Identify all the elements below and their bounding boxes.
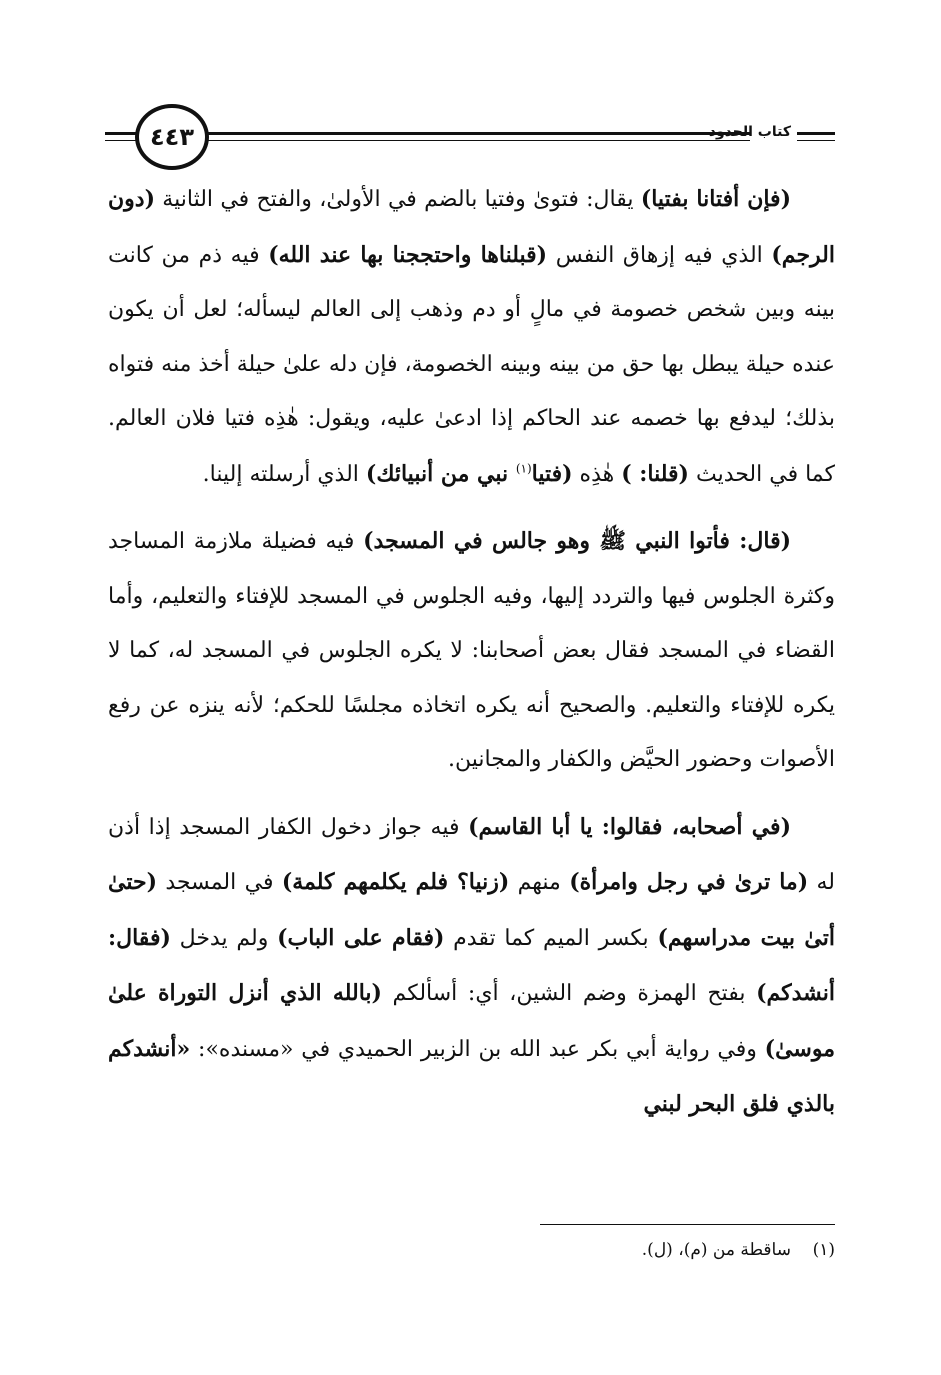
commentary-text: فيه فضيلة ملازمة المساجد وكثرة الجلوس فيها والتردد إليها، وفيه الجلوس في المسجد للإفتاء والتعليم، وأما القضاء في المسجد فقال بعض أصحابنا: لا يكره الجلوس في المسجد له، كما لا يكره للإفتاء والتعليم. والصحيح أنه يكره اتخاذه مجلسًا للحكم؛ لأنه ينزه عن رفع الأصوات وحضور الحيَّض والكفار والمجانين.: [108, 529, 835, 772]
quoted-text: (فقام على الباب): [277, 924, 445, 951]
quoted-text: (قبلناها واحتججنا بها عند الله): [268, 241, 548, 268]
header-rule-left-thin: [105, 140, 139, 141]
commentary-text: فيه جواز دخول الكفار المسجد إذا أذن له: [108, 814, 835, 895]
quoted-text: (قال: فأتوا النبي ﷺ وهو جالس في المسجد): [363, 528, 791, 554]
paragraph: [108, 172, 835, 502]
footnote-number: (١): [812, 1240, 835, 1260]
header-rule-main-thin: [205, 140, 750, 141]
footnote-text: ساقطة من (م)، (ل).: [641, 1240, 791, 1260]
quoted-text: (فإن أفتانا بفتيا): [640, 186, 791, 212]
running-title: كتاب الحدود: [708, 124, 791, 140]
quoted-text: «أنشدكم بالذي فلق البحر لبني: [108, 1035, 835, 1117]
quoted-text: (زنيا؟ فلم يكلمهم كلمة): [281, 869, 510, 895]
commentary-text: هٰذِه: [572, 461, 622, 487]
quoted-text: (ما ترىٰ في رجل وامرأة): [569, 869, 809, 895]
footnote-marker: (١): [515, 461, 532, 476]
footnote-separator: [540, 1224, 835, 1225]
footnote: [642, 1238, 835, 1262]
paragraph: [108, 514, 835, 788]
quoted-text: (حتىٰ أتىٰ بيت مدراسهم): [108, 869, 835, 951]
quoted-text: (دون الرجم): [108, 186, 835, 268]
header-rule-right-thin: [797, 140, 835, 141]
commentary-text: وفي رواية أبي بكر عبد الله بن الزبير الحميدي في «مسنده»:: [190, 1036, 765, 1062]
quoted-text: (فقال: أنشدكم): [108, 924, 835, 1006]
paragraph: [108, 800, 835, 1133]
quoted-text: (قلنا: ): [621, 460, 689, 487]
quoted-text: (فتيا: [531, 460, 573, 487]
commentary-text: الذي أرسلته إلينا.: [202, 461, 366, 487]
commentary-text: ولم يدخل: [170, 925, 278, 951]
header-rule-left: [105, 132, 139, 135]
commentary-text: بفتح الهمزة وضم الشين، أي: أسألكم: [381, 981, 757, 1006]
commentary-text: في المسجد: [156, 870, 282, 895]
quoted-text: (بالله الذي أنزل التوراة علىٰ موسىٰ): [108, 980, 835, 1062]
commentary-text: يقال: فتوىٰ وفتيا بالضم في الأولىٰ، والفتح في الثانية: [155, 187, 641, 212]
quoted-text: (في أصحابه، فقالوا: يا أبا القاسم): [468, 813, 791, 840]
quoted-text: نبي من أنبيائك): [365, 460, 516, 487]
commentary-text: الذي فيه إزهاق النفس: [547, 242, 772, 268]
commentary-text: فيه ذم من كانت بينه وبين شخص خصومة في مالٍ أو دم وذهب إلى العالم ليسأله؛ لعل أن يكون عنده حيلة يبطل بها حق من بينه وبينه الخصومة، فإن دله علىٰ حيلة أخذ منه فتواه بذلك؛ ليدفع بها خصمه عند الحاكم إذا ادعىٰ عليه، ويقول: هٰذِه فتيا فلان العالم. كما في الحديث: [108, 242, 835, 487]
commentary-text: منهم: [509, 870, 570, 895]
header-rule-main: [205, 132, 750, 135]
header-rule-right: [797, 132, 835, 135]
main-text: [108, 172, 835, 1133]
page-number: ٤٤٣: [135, 104, 209, 170]
commentary-text: بكسر الميم كما تقدم: [444, 925, 658, 951]
running-header: [105, 104, 835, 174]
